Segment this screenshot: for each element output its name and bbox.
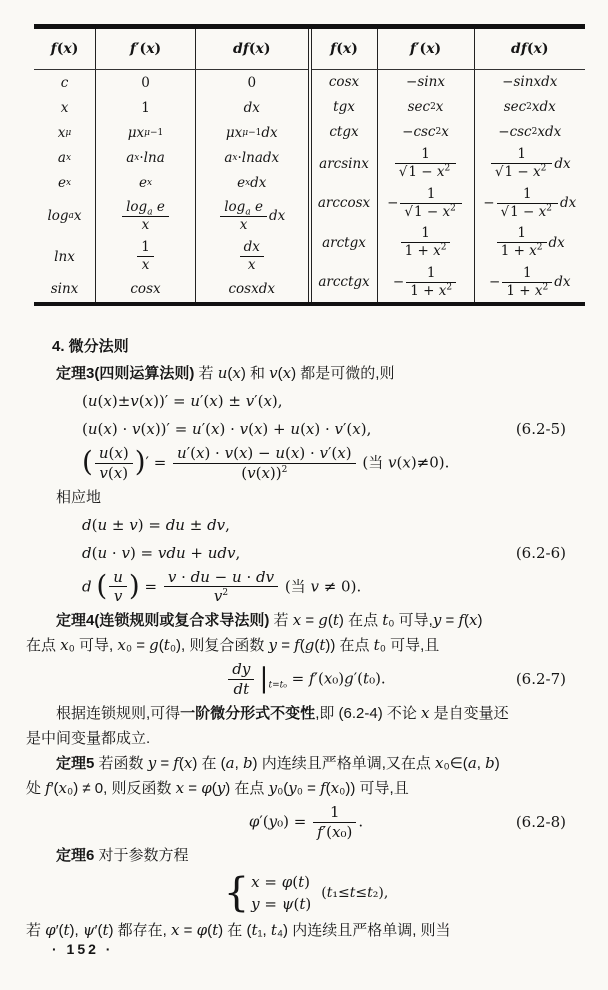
table-cell: tg x (312, 95, 378, 120)
text-run: 若 u(x) 和 v(x) 都是可微的,则 (194, 364, 395, 382)
table-cell: arccos x (312, 184, 378, 223)
text-run: 若 x = g(t) 在点 t₀ 可导,y = f(x) (269, 611, 483, 630)
section-heading: 4. 微分法则 (52, 338, 129, 355)
equation-math: d(u · v) = vdu + udv, (82, 543, 241, 562)
equation-math: ( $\frac{u(x)}{v(x)}$ )′ = $\frac{u'(x) \cdot v(x) - u(x) \cdot v'(x)}{(v(x))^2}$ (当 v(x)≠0). (82, 444, 450, 482)
table-header-cell: f ( x ) (312, 29, 378, 69)
table-cell: cos x (312, 70, 378, 95)
equation-number: (6.2-6) (515, 543, 566, 562)
paragraph (26, 751, 586, 776)
equation (26, 417, 586, 442)
table-row (312, 119, 586, 144)
table-header-row (312, 29, 586, 70)
table-cell: x (34, 95, 96, 120)
table-cell: − sin x (378, 70, 475, 95)
system-body (224, 871, 389, 915)
derivative-differential-table (34, 24, 585, 306)
paragraph (26, 726, 586, 751)
table-row (34, 146, 308, 171)
text-run: ,即 (6.2-4) 不论 x 是自变量还 (315, 703, 509, 722)
table-header-cell: df ( x ) (233, 41, 271, 57)
table-row (312, 184, 586, 223)
paragraph (26, 485, 586, 510)
table-cell: $\frac{dx}{x}$ (196, 236, 308, 276)
system-line: y = ψ(t) (251, 895, 312, 914)
paragraph (26, 918, 586, 943)
text-run: 处 f′(x₀) ≠ 0, 则反函数 x = φ(y) 在点 y₀(y₀ = f(x₀)) 可导,且 (26, 778, 409, 797)
table-header-cell: f ( x ) (34, 29, 96, 69)
body-text (26, 334, 586, 943)
paragraph (26, 608, 586, 633)
table-row (34, 196, 308, 236)
left-brace: { (223, 870, 250, 917)
table-cell: dx (243, 99, 260, 116)
table-cell: cos x dx (228, 281, 275, 298)
table-cell: arctg x (312, 223, 378, 262)
table-cell: − $\frac{1}{√1 - x^2}$ (378, 184, 475, 223)
table-row (312, 70, 586, 95)
equation (26, 569, 586, 606)
table-row (34, 171, 308, 196)
table-cell: 0 (247, 74, 257, 91)
table-cell: $\frac{1}{√1 - x^2}$ dx (475, 144, 586, 183)
equation-math: φ′(y₀) = $\frac{1}{\text{f′(x₀)}}$ . (248, 802, 364, 841)
equation-math: (u(x)±v(x))′ = u′(x) ± v′(x), (82, 392, 283, 410)
text-run: 根据连锁规则,可得 (56, 704, 181, 722)
table-cell: a x · ln a dx (224, 150, 280, 167)
bold-run: 定理6 (56, 847, 95, 865)
table-cell: − csc 2 x (378, 119, 475, 144)
table-cell: arcctg x (312, 263, 378, 302)
table-cell: $\frac{1}{√1 - x^2}$ (378, 144, 475, 183)
table-cell: a x (34, 146, 96, 171)
table-row (34, 70, 308, 95)
table-cell: 0 (96, 70, 196, 95)
equation (26, 389, 586, 414)
text-run: 相应地 (56, 488, 102, 506)
table-cell: e x (34, 171, 96, 196)
table-cell: $\frac{1}{x}$ (96, 236, 196, 276)
bold-run: 定理4(连锁规则或复合求导法则) (56, 612, 270, 630)
table-cell: a x · ln a (96, 146, 196, 171)
table-cell: ctg x (312, 119, 378, 144)
table-row (312, 263, 586, 302)
paragraph (26, 633, 586, 658)
text-run: 在点 x₀ 可导, x₀ = g(t₀), 则复合函数 y = f(g(t)) 在点 t₀ 可导,且 (26, 636, 440, 655)
text-run: 是中间变量都成立. (26, 729, 151, 747)
table-row (312, 223, 586, 262)
table-cell: $\frac{1}{1 + x^2}$ (378, 223, 475, 262)
bold-run: 定理5 (56, 754, 95, 772)
paragraph (26, 701, 586, 726)
equation (26, 804, 586, 841)
table-cell: − $\frac{1}{1 + x^2}$ (378, 263, 475, 302)
equation-math: d ( $\frac{u}{v}$ ) = $\frac{v \cdot du - u \cdot dv}{v^2}$ (当 v ≠ 0). (82, 567, 362, 606)
table-row (312, 95, 586, 120)
bold-run: 一阶微分形式不变性 (180, 704, 316, 722)
equation (26, 661, 586, 698)
table-cell: cos x (96, 277, 196, 302)
equation-number: (6.2-8) (515, 812, 566, 831)
table-cell: $\frac{\log_a e}{x}$ (96, 196, 196, 236)
table-header-row (34, 29, 308, 70)
equation-math: d(u ± v) = du ± dv, (82, 515, 230, 534)
table-row (34, 120, 308, 145)
system-constraint: (t₁≤t≤t₂), (321, 884, 389, 901)
table-cell: − csc 2 x dx (498, 123, 562, 140)
table-header-cell: df ( x ) (511, 41, 549, 57)
table-cell: − $\frac{1}{√1 - x^2}$ dx (483, 185, 577, 220)
equation-math: $\frac{dy}{dt}$ $|_{t=t_0} = f'(x_0)g'(t_0)$. (226, 661, 385, 698)
table-cell: − sin x dx (502, 74, 558, 91)
table-row (34, 95, 308, 120)
table-right-half (311, 29, 586, 302)
table-row (34, 277, 308, 302)
table-cell: μ x μ−1 dx (225, 125, 278, 142)
table-cell: c (34, 70, 96, 95)
table-left-half (34, 29, 309, 302)
table-cell: ln x (34, 236, 96, 276)
table-cell: sin x (34, 277, 96, 302)
equation (26, 513, 586, 538)
page-number: · 152 · (52, 941, 114, 957)
table-row (34, 236, 308, 276)
table-cell: 1 (96, 95, 196, 120)
table-cell: sec 2 x (378, 95, 475, 120)
equation-number: (6.2-5) (515, 420, 566, 438)
table-cell: $\frac{1}{1 + x^2}$ dx (475, 223, 586, 262)
equation-math: (u(x) · v(x))′ = u′(x) · v(x) + u(x) · v′(x), (82, 420, 372, 438)
table-cell: sec 2 x dx (503, 99, 556, 116)
bold-run: 定理3(四则运算法则) (56, 365, 195, 382)
table-cell: arcsin x (312, 144, 378, 183)
equation-number: (6.2-7) (515, 669, 566, 688)
equation (26, 445, 586, 482)
text-run: 对于参数方程 (94, 847, 189, 865)
table-cell: e x dx (237, 175, 267, 192)
text-run: 若 φ′(t), ψ′(t) 都存在, x = φ(t) 在 (t₁, t₄) 内连续且严格单调, 则当 (26, 921, 451, 940)
paragraph (26, 843, 586, 868)
paragraph (26, 776, 586, 801)
parametric-system (26, 871, 586, 915)
table-cell: $\frac{\log_a e}{x}$ dx (196, 196, 308, 236)
system-line: x = φ(t) (251, 873, 311, 892)
text-run: 若函数 y = f(x) 在 (a, b) 内连续且严格单调,又在点 x₀∈(a, b) (94, 753, 500, 772)
table-row (312, 144, 586, 183)
table-header-cell: f ′( x ) (96, 29, 196, 69)
table-cell: e x (96, 171, 196, 196)
table-cell: x μ (34, 120, 96, 145)
table-cell: − $\frac{1}{1 + x^2}$ dx (489, 264, 571, 299)
table-cell: log a x (34, 196, 96, 236)
system-lines (251, 871, 311, 915)
paragraph (26, 361, 586, 386)
table-header-cell: f ′( x ) (378, 29, 475, 69)
equation (26, 541, 586, 566)
table-cell: μ x μ−1 (96, 120, 196, 145)
